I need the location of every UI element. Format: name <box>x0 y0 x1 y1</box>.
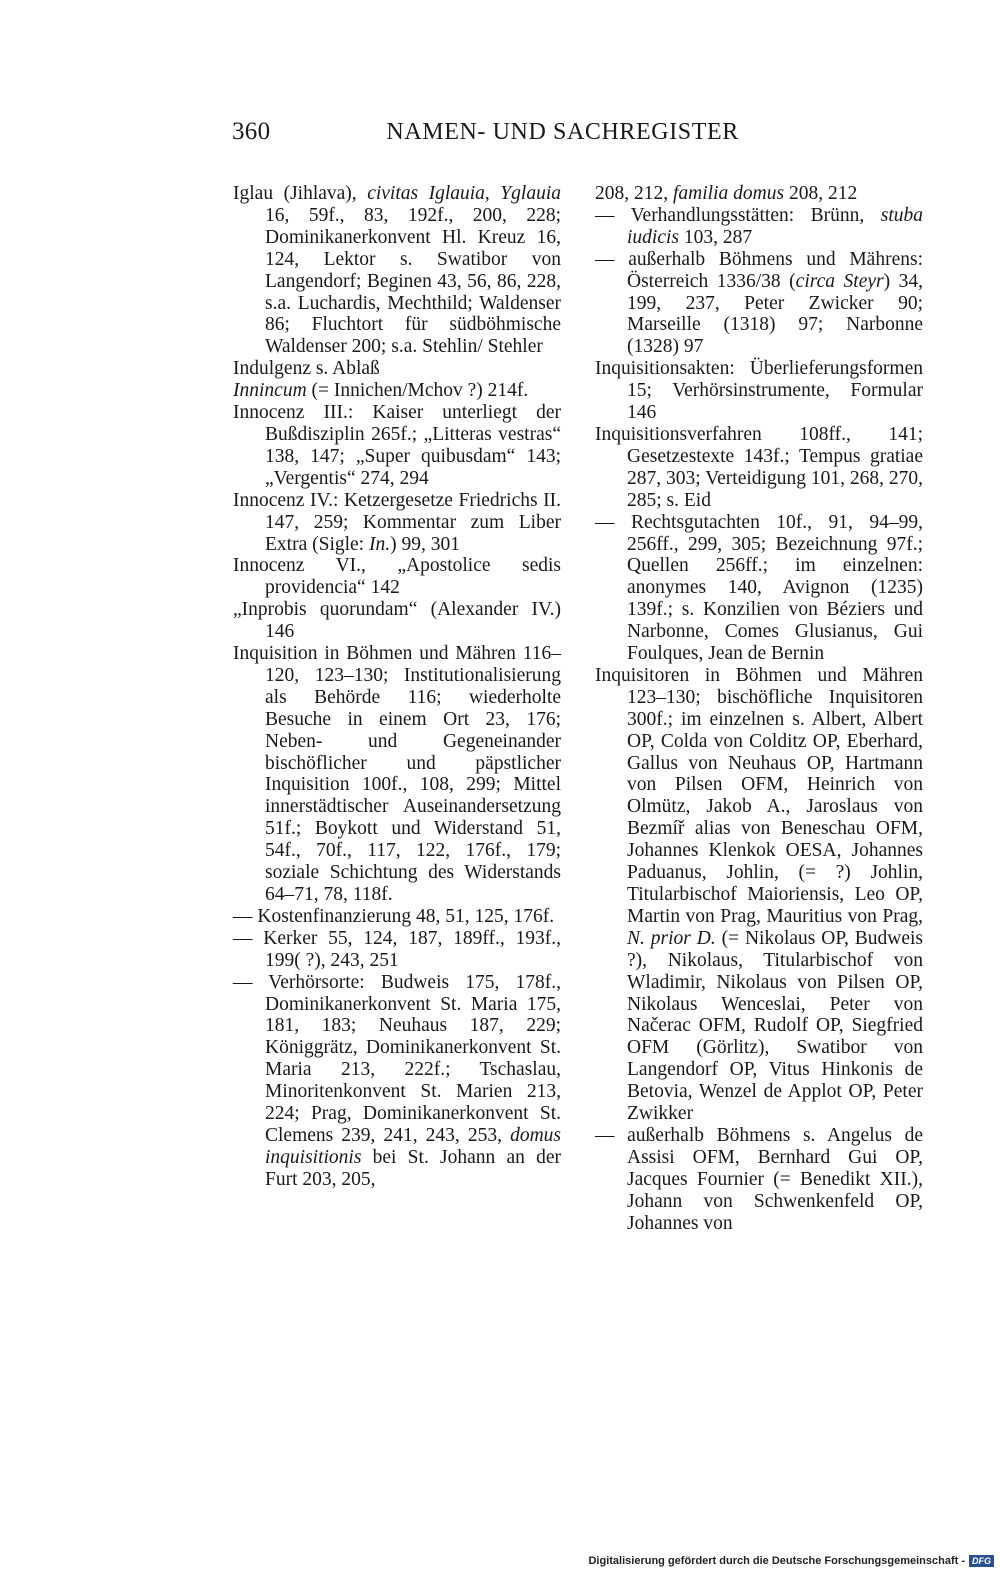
index-entry: Innincum (= Innichen/Mchov ?) 214f. <box>233 380 529 402</box>
footer-credit: Digitalisierung gefördert durch die Deutsche Forschungsgemeinschaft - <box>588 1555 965 1567</box>
index-entry: Inquisitionsakten: Überlieferungsformen 15; Verhörsinstrumente, Formular 146 <box>595 358 923 424</box>
index-entry: Iglau (Jihlava), civitas Iglauia, Yglauia 16, 59f., 83, 192f., 200, 228; Dominikanerkonvent Hl. Kreuz 16, 124, Lektor s. Swatibor von Langendorf; Beginen 43, 56, 86, 228, s.a. Luchardis, Mechthild; Waldenser 86; Fluchtort für südböhmische Waldenser 200; s.a. Stehlin/ Stehler <box>233 183 561 358</box>
index-entry: Inquisitoren in Böhmen und Mähren 123–130; bischöfliche Inquisitoren 300f.; im einzelnen s. Albert, Albert OP, Colda von Colditz OP, Eberhard, Gallus von Neuhaus OP, Hartmann von Pilsen OFM, Heinrich von Olmütz, Jakob A., Jaroslaus von Bezmíř alias von Beneschau OFM, Johannes Klenkok OESA, Johannes Paduanus, Johlin, (= ?) Johlin, Titularbischof Maioriensis, Leo OP, Martin von Prag, Mauritius von Prag, N. prior D. (= Nikolaus OP, Budweis ?), Nikolaus, Titularbischof von Wladimir, Nikolaus von Pilsen OP, Nikolaus Wenceslai, Peter von Načerac OFM, Rudolf OP, Siegfried OFM (Görlitz), Swatibor von Langendorf OP, Vitus Hinkonis de Betovia, Wenzel de Applot OP, Peter Zwikker <box>595 664 924 1125</box>
index-entry: „Inprobis quorundam“ (Alexander IV.) 146 <box>233 599 561 643</box>
index-entry: Innocenz III.: Kaiser unterliegt der Bußdisziplin 265f.; „Litteras vestras“ 138, 147; „Super quibusdam“ 143; „Vergentis“ 274, 294 <box>233 402 561 489</box>
index-entry: — Verhandlungsstätten: Brünn, stuba iudicis 103, 287 <box>595 204 923 248</box>
page-header <box>232 118 922 158</box>
index-entry: Innocenz IV.: Ketzergesetze Friedrichs II. 147, 259; Kommentar zum Liber Extra (Sigle: In.) 99, 301 <box>233 489 561 555</box>
index-entry: — Verhörsorte: Budweis 175, 178f., Dominikanerkonvent St. Maria 175, 181, 183; Neuhaus 187, 229; Königgrätz, Dominikanerkonvent St. Maria 213, 222f.; Tschaslau, Minoritenkonvent St. Marien 213, 224; Prag, Dominikanerkonvent St. Clemens 239, 241, 243, 253, domus inquisitionis bei St. Johann an der Furt 203, 205, <box>233 971 561 1190</box>
index-entry: — Kostenfinanzierung 48, 51, 125, 176f. <box>233 905 555 927</box>
index-entry: Inquisitionsverfahren 108ff., 141; Gesetzestexte 143f.; Tempus gratiae 287, 303; Verteidigung 101, 268, 270, 285; s. Eid <box>595 423 923 511</box>
running-title: NAMEN- UND SACHREGISTER <box>386 119 739 145</box>
index-entry: — Kerker 55, 124, 187, 189ff., 193f., 199( ?), 243, 251 <box>233 927 561 971</box>
index-entry: — außerhalb Böhmens s. Angelus de Assisi OFM, Bernhard Gui OP, Jacques Fournier (= Benedikt XII.), Johann von Schwenkenfeld OP, Johannes von <box>595 1124 923 1234</box>
index-entry: — außerhalb Böhmens und Mährens: Österreich 1336/38 (circa Steyr) 34, 199, 237, Peter Zwicker 90; Marseille (1318) 97; Narbonne (1328) 97 <box>595 248 923 358</box>
dfg-logo: DFG <box>969 1555 994 1567</box>
index-entry: 208, 212, familia domus 208, 212 <box>595 183 858 204</box>
index-column-right <box>595 183 923 1235</box>
index-column-left <box>233 183 561 1191</box>
index-entry: Indulgenz s. Ablaß <box>233 358 380 380</box>
page-number: 360 <box>232 118 271 145</box>
index-entry: Inquisition in Böhmen und Mähren 116–120, 123–130; Institutionalisierung als Behörde 116; wiederholte Besuche in einem Ort 23, 176; Neben- und Gegeneinander bischöflicher und päpstlicher Inquisition 100f., 108, 299; Mittel innerstädtischer Auseinandersetzung 51f.; Boykott und Widerstand 51, 54f., 70f., 117, 122, 176f., 179; soziale Schichtung des Widerstands 64–71, 78, 118f. <box>233 643 561 905</box>
digitization-footer <box>0 1555 994 1567</box>
index-entry: Innocenz VI., „Apostolice sedis providencia“ 142 <box>233 555 561 599</box>
index-entry: — Rechtsgutachten 10f., 91, 94–99, 256ff., 299, 305; Bezeichnung 97f.; Quellen 256ff.; im einzelnen: anonymes 140, Avignon (1235) 139f.; s. Konzilien von Béziers und Narbonne, Comes Glusianus, Gui Foulques, Jean de Bernin <box>595 511 923 665</box>
